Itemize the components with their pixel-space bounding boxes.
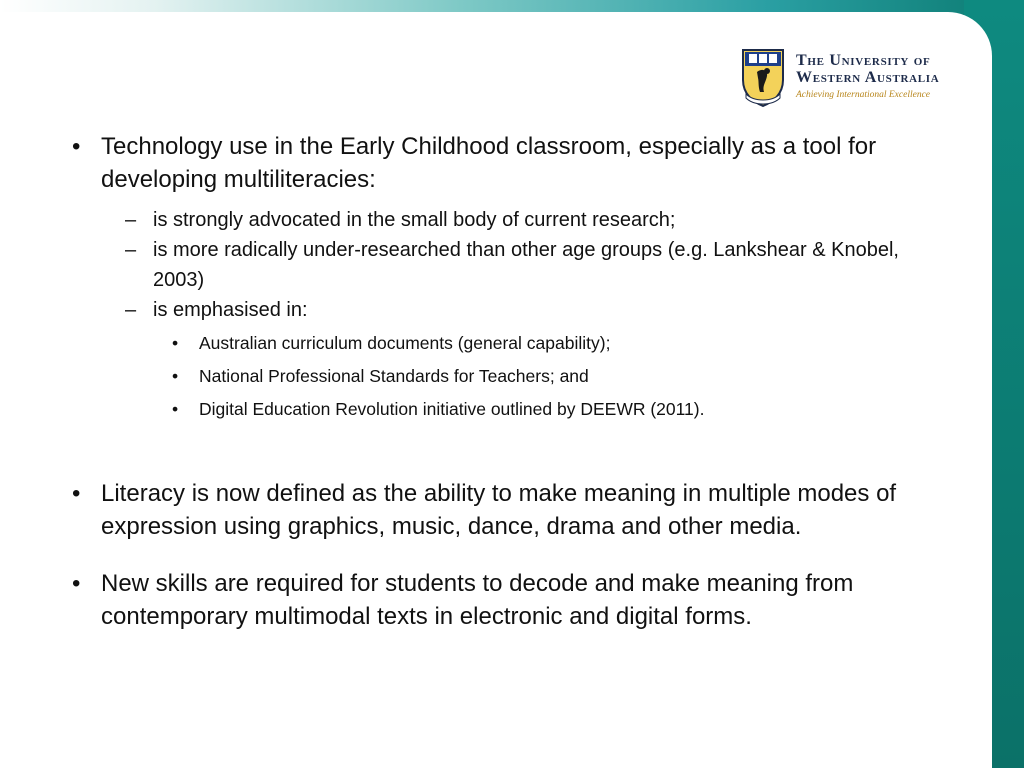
university-name xyxy=(796,52,939,86)
bullet-item xyxy=(72,477,902,543)
crest-icon xyxy=(740,46,786,108)
sub-bullet-text: is emphasised in: xyxy=(153,299,308,321)
sub-sub-bullet-text: Australian curriculum documents (general capability); xyxy=(199,333,611,353)
bullet-text: Technology use in the Early Childhood classroom, especially as a tool for developing multiliteracies: xyxy=(101,133,877,193)
bullet-text: Literacy is now defined as the ability to make meaning in multiple modes of expression using graphics, music, dance, drama and other media. xyxy=(101,480,897,540)
slide-canvas xyxy=(0,12,992,768)
sub-bullet-item xyxy=(72,205,902,235)
sub-sub-bullet-item xyxy=(72,331,902,355)
bullet-icon: • xyxy=(172,399,179,419)
bullet-icon: • xyxy=(72,480,81,507)
university-motto: Achieving International Excellence xyxy=(796,90,930,100)
university-name-line1: The University of xyxy=(796,52,931,69)
dash-icon: – xyxy=(125,209,137,231)
bullet-item xyxy=(72,130,902,196)
sub-sub-bullet-text: Digital Education Revolution initiative outlined by DEEWR (2011). xyxy=(199,399,705,419)
sub-sub-bullet-text: National Professional Standards for Teachers; and xyxy=(199,366,589,386)
bullet-icon: • xyxy=(72,133,81,160)
sub-bullet-item xyxy=(72,235,902,295)
sub-bullet-text: is strongly advocated in the small body of current research; xyxy=(153,209,676,231)
slide-content xyxy=(72,130,902,633)
bullet-icon: • xyxy=(172,333,179,353)
bullet-icon: • xyxy=(172,366,179,386)
university-name-line2: Western Australia xyxy=(796,69,940,86)
bullet-text: New skills are required for students to decode and make meaning from contemporary multimodal texts in electronic and digital forms. xyxy=(101,570,854,630)
bullet-item xyxy=(72,567,902,633)
sub-sub-bullet-item xyxy=(72,364,902,388)
sub-sub-bullet-item xyxy=(72,397,902,421)
sub-bullet-item xyxy=(72,295,902,325)
dash-icon: – xyxy=(125,299,137,321)
sub-bullet-text: is more radically under-researched than other age groups (e.g. Lankshear & Knobel, 2003) xyxy=(153,239,899,291)
dash-icon: – xyxy=(125,239,137,261)
university-logo xyxy=(740,46,960,110)
bullet-icon: • xyxy=(72,570,81,597)
